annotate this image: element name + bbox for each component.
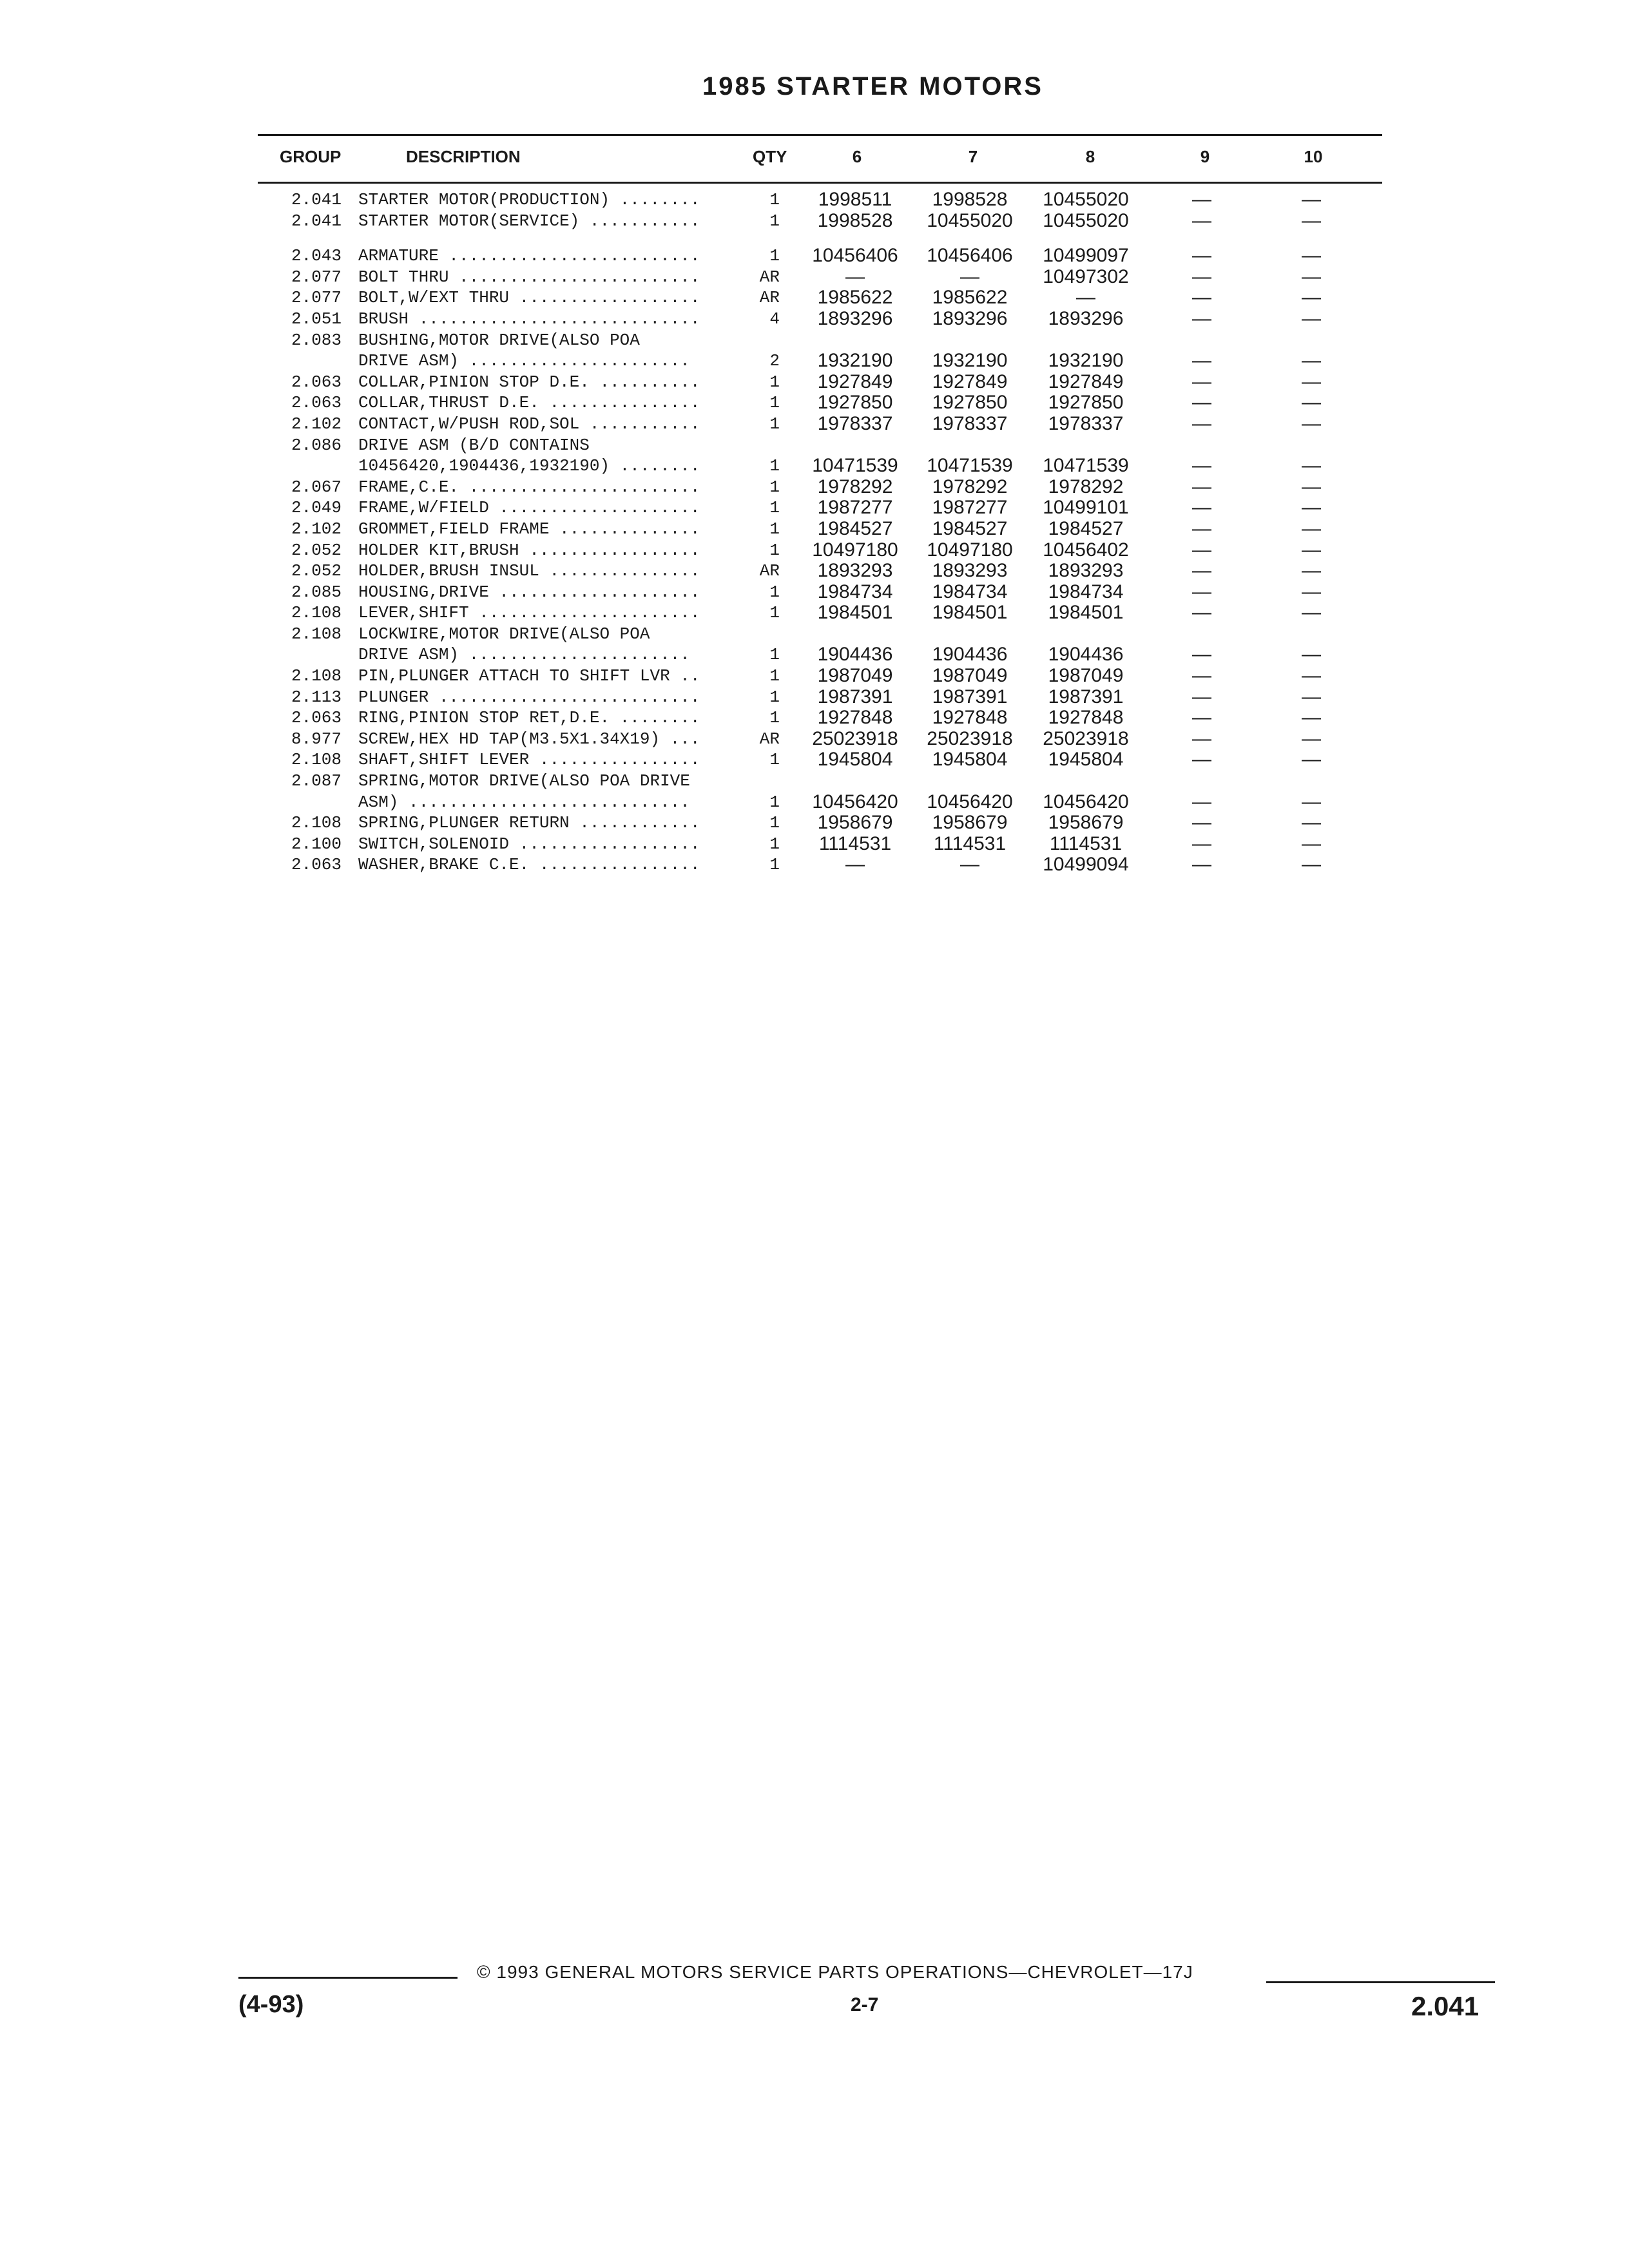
part-col-10-cell: —	[1302, 707, 1321, 729]
part-col-10-cell: —	[1302, 392, 1321, 414]
part-col-8-cell: 10497302	[1043, 265, 1129, 287]
description-cell: CONTACT,W/PUSH ROD,SOL ...........	[358, 414, 700, 434]
part-col-10-cell: —	[1302, 644, 1321, 666]
part-col-6-cell: 1987277	[817, 497, 893, 519]
part-col-6-cell: 1984527	[817, 517, 893, 539]
part-col-9-cell: —	[1192, 686, 1211, 707]
part-col-6-cell: 1985622	[817, 287, 893, 309]
part-col-6-cell: 1927850	[817, 392, 893, 414]
table-row	[0, 834, 1629, 855]
part-col-10-cell: —	[1302, 602, 1321, 624]
part-col-6-cell: 10471539	[812, 455, 898, 477]
parts-table	[0, 189, 1629, 876]
part-col-7-cell: 1978337	[932, 412, 1008, 434]
part-col-8-cell: 1984527	[1048, 517, 1124, 539]
part-col-7-cell: 1984734	[932, 581, 1008, 602]
footer-rule-right	[1266, 1981, 1495, 1983]
group-cell: 2.067	[291, 477, 342, 497]
part-col-7-cell: 1987277	[932, 497, 1008, 519]
part-col-7-cell: 1927849	[932, 370, 1008, 392]
qty-cell: 1	[769, 750, 780, 770]
description-cell: PLUNGER ..........................	[358, 687, 700, 707]
part-col-7-cell: 1927850	[932, 392, 1008, 414]
table-row	[0, 540, 1629, 561]
part-col-7-cell: 1978292	[932, 476, 1008, 497]
description-cell: DRIVE ASM) ......................	[358, 645, 690, 665]
part-col-6-cell: 1978292	[817, 476, 893, 497]
part-col-8-cell: 10499094	[1043, 854, 1129, 876]
part-col-7-cell: 1987049	[932, 665, 1008, 687]
header-col-9: 9	[1200, 147, 1210, 166]
qty-cell: 1	[769, 834, 780, 854]
description-cell: COLLAR,THRUST D.E. ...............	[358, 393, 700, 413]
description-cell: STARTER MOTOR(SERVICE) ...........	[358, 211, 700, 231]
part-col-7-cell: 1904436	[932, 644, 1008, 666]
part-col-10-cell: —	[1302, 497, 1321, 519]
part-col-10-cell: —	[1302, 581, 1321, 602]
description-cell: SPRING,MOTOR DRIVE(ALSO POA DRIVE	[358, 771, 690, 791]
part-col-9-cell: —	[1192, 812, 1211, 834]
group-cell: 2.108	[291, 666, 342, 686]
group-cell: 2.083	[291, 330, 342, 350]
table-row	[0, 351, 1629, 372]
header-rule	[258, 182, 1382, 184]
part-col-6-cell: 1927849	[817, 370, 893, 392]
table-row	[0, 435, 1629, 456]
group-cell: 2.100	[291, 834, 342, 854]
description-cell: RING,PINION STOP RET,D.E. ........	[358, 708, 700, 728]
part-col-6-cell: 1904436	[817, 644, 893, 666]
part-col-8-cell: 1114531	[1049, 832, 1123, 854]
part-col-10-cell: —	[1302, 370, 1321, 392]
description-cell: FRAME,W/FIELD ....................	[358, 498, 700, 518]
part-col-8-cell: 10456420	[1043, 791, 1129, 812]
group-cell: 2.052	[291, 540, 342, 560]
part-col-10-cell: —	[1302, 350, 1321, 372]
description-cell: ASM) ............................	[358, 792, 690, 812]
footer-copyright: © 1993 GENERAL MOTORS SERVICE PARTS OPERATIONS—CHEVROLET—17J	[477, 1962, 1193, 1982]
description-cell: COLLAR,PINION STOP D.E. ..........	[358, 372, 700, 392]
qty-cell: 1	[769, 414, 780, 434]
part-col-8-cell: 1927848	[1048, 707, 1124, 729]
qty-cell: 1	[769, 519, 780, 539]
part-col-7-cell: —	[960, 854, 979, 876]
qty-cell: 1	[769, 792, 780, 812]
part-col-8-cell: 10499097	[1043, 245, 1129, 267]
part-col-8-cell: 10471539	[1043, 455, 1129, 477]
qty-cell: 2	[769, 351, 780, 371]
part-col-9-cell: —	[1192, 370, 1211, 392]
table-row	[0, 602, 1629, 624]
part-col-8-cell: 1987049	[1048, 665, 1124, 687]
part-col-10-cell: —	[1302, 539, 1321, 561]
group-cell: 2.108	[291, 624, 342, 644]
part-col-7-cell: 1893293	[932, 560, 1008, 582]
part-col-6-cell: 1984734	[817, 581, 893, 602]
part-col-6-cell: 1927848	[817, 707, 893, 729]
part-col-8-cell: 25023918	[1043, 727, 1129, 749]
part-col-9-cell: —	[1192, 854, 1211, 876]
table-row	[0, 792, 1629, 813]
table-row	[0, 189, 1629, 211]
part-col-9-cell: —	[1192, 287, 1211, 309]
table-row	[0, 477, 1629, 498]
part-col-8-cell: 1984734	[1048, 581, 1124, 602]
group-cell: 2.063	[291, 393, 342, 413]
qty-cell: AR	[759, 729, 780, 749]
part-col-9-cell: —	[1192, 245, 1211, 267]
part-col-6-cell: 1978337	[817, 412, 893, 434]
part-col-6-cell: —	[845, 854, 865, 876]
group-cell: 2.051	[291, 309, 342, 329]
part-col-9-cell: —	[1192, 560, 1211, 582]
description-cell: 10456420,1904436,1932190) ........	[358, 456, 700, 476]
part-col-10-cell: —	[1302, 665, 1321, 687]
qty-cell: 1	[769, 603, 780, 623]
part-col-7-cell: 1932190	[932, 350, 1008, 372]
table-row	[0, 309, 1629, 330]
table-row	[0, 211, 1629, 232]
part-col-8-cell: 10456402	[1043, 539, 1129, 561]
part-col-7-cell: 1984527	[932, 517, 1008, 539]
description-cell: LEVER,SHIFT ......................	[358, 603, 700, 623]
part-col-8-cell: 10455020	[1043, 189, 1129, 210]
qty-cell: 1	[769, 211, 780, 231]
header-description: DESCRIPTION	[406, 147, 521, 166]
part-col-7-cell: 1893296	[932, 307, 1008, 329]
part-col-10-cell: —	[1302, 189, 1321, 210]
top-rule	[258, 134, 1382, 136]
part-col-9-cell: —	[1192, 189, 1211, 210]
part-col-10-cell: —	[1302, 686, 1321, 707]
table-row	[0, 707, 1629, 729]
qty-cell: AR	[759, 288, 780, 308]
group-cell: 2.063	[291, 372, 342, 392]
part-col-6-cell: 1945804	[817, 749, 893, 771]
table-row	[0, 666, 1629, 687]
group-cell: 8.977	[291, 729, 342, 749]
part-col-10-cell: —	[1302, 812, 1321, 834]
description-cell: STARTER MOTOR(PRODUCTION) ........	[358, 190, 700, 209]
qty-cell: 1	[769, 372, 780, 392]
part-col-6-cell: 1987049	[817, 665, 893, 687]
part-col-7-cell: —	[960, 265, 979, 287]
group-cell: 2.077	[291, 288, 342, 308]
group-cell: 2.108	[291, 750, 342, 770]
qty-cell: 1	[769, 855, 780, 875]
part-col-8-cell: 1987391	[1048, 686, 1124, 707]
part-col-6-cell: 10456420	[812, 791, 898, 812]
part-col-8-cell: 1978292	[1048, 476, 1124, 497]
group-cell: 2.102	[291, 414, 342, 434]
description-cell: SCREW,HEX HD TAP(M3.5X1.34X19) ...	[358, 729, 700, 749]
group-cell: 2.041	[291, 211, 342, 231]
table-row	[0, 687, 1629, 708]
part-col-9-cell: —	[1192, 602, 1211, 624]
description-cell: BOLT,W/EXT THRU ..................	[358, 288, 700, 308]
qty-cell: AR	[759, 267, 780, 287]
table-row	[0, 519, 1629, 540]
part-col-7-cell: 1114531	[933, 832, 1007, 854]
part-col-8-cell: 1893293	[1048, 560, 1124, 582]
part-col-6-cell: 10456406	[812, 245, 898, 267]
qty-cell: 1	[769, 582, 780, 602]
table-row	[0, 414, 1629, 435]
part-col-10-cell: —	[1302, 287, 1321, 309]
description-cell: WASHER,BRAKE C.E. ................	[358, 855, 700, 875]
part-col-10-cell: —	[1302, 476, 1321, 497]
group-cell: 2.113	[291, 687, 342, 707]
qty-cell: 1	[769, 687, 780, 707]
table-row	[0, 624, 1629, 645]
part-col-10-cell: —	[1302, 727, 1321, 749]
part-col-8-cell: 10455020	[1043, 209, 1129, 231]
part-col-7-cell: 1998528	[932, 189, 1008, 210]
description-cell: LOCKWIRE,MOTOR DRIVE(ALSO POA	[358, 624, 650, 644]
part-col-9-cell: —	[1192, 497, 1211, 519]
header-col-8: 8	[1085, 147, 1095, 166]
part-col-9-cell: —	[1192, 581, 1211, 602]
part-col-7-cell: 25023918	[927, 727, 1013, 749]
part-col-9-cell: —	[1192, 665, 1211, 687]
part-col-8-cell: 1927850	[1048, 392, 1124, 414]
part-col-6-cell: 25023918	[812, 727, 898, 749]
part-col-9-cell: —	[1192, 791, 1211, 812]
description-cell: GROMMET,FIELD FRAME ..............	[358, 519, 700, 539]
part-col-8-cell: 1932190	[1048, 350, 1124, 372]
qty-cell: 4	[769, 309, 780, 329]
part-col-9-cell: —	[1192, 707, 1211, 729]
table-row	[0, 456, 1629, 477]
group-cell: 2.063	[291, 855, 342, 875]
group-cell: 2.052	[291, 561, 342, 581]
part-col-9-cell: —	[1192, 644, 1211, 666]
table-row	[0, 644, 1629, 666]
part-col-7-cell: 10456406	[927, 245, 1013, 267]
part-col-9-cell: —	[1192, 265, 1211, 287]
part-col-6-cell: 1114531	[818, 832, 892, 854]
part-col-8-cell: —	[1076, 287, 1095, 309]
qty-cell: 1	[769, 666, 780, 686]
part-col-7-cell: 1985622	[932, 287, 1008, 309]
table-row	[0, 497, 1629, 519]
part-col-6-cell: 1958679	[817, 812, 893, 834]
part-col-6-cell: —	[845, 265, 865, 287]
part-col-6-cell: 1998511	[818, 189, 892, 210]
table-row	[0, 372, 1629, 393]
table-row	[0, 854, 1629, 876]
description-cell: SWITCH,SOLENOID ..................	[358, 834, 700, 854]
part-col-6-cell: 10497180	[812, 539, 898, 561]
part-col-8-cell: 1893296	[1048, 307, 1124, 329]
header-col-6: 6	[852, 147, 862, 166]
group-cell: 2.041	[291, 190, 342, 209]
table-row	[0, 771, 1629, 792]
qty-cell: 1	[769, 456, 780, 476]
part-col-7-cell: 1987391	[932, 686, 1008, 707]
part-col-10-cell: —	[1302, 791, 1321, 812]
part-col-10-cell: —	[1302, 412, 1321, 434]
part-col-9-cell: —	[1192, 307, 1211, 329]
part-col-9-cell: —	[1192, 517, 1211, 539]
description-cell: FRAME,C.E. .......................	[358, 477, 700, 497]
qty-cell: AR	[759, 561, 780, 581]
qty-cell: 1	[769, 540, 780, 560]
description-cell: SHAFT,SHIFT LEVER ................	[358, 750, 700, 770]
description-cell: DRIVE ASM (B/D CONTAINS	[358, 435, 590, 455]
part-col-6-cell: 1984501	[817, 602, 893, 624]
description-cell: HOLDER,BRUSH INSUL ...............	[358, 561, 700, 581]
description-cell: HOLDER KIT,BRUSH .................	[358, 540, 700, 560]
description-cell: BUSHING,MOTOR DRIVE(ALSO POA	[358, 330, 640, 350]
table-row	[0, 561, 1629, 582]
part-col-8-cell: 1958679	[1048, 812, 1124, 834]
footer-rule-left	[238, 1977, 458, 1979]
description-cell: HOUSING,DRIVE ....................	[358, 582, 700, 602]
footer-section-number: 2.041	[1411, 1991, 1480, 2021]
table-row	[0, 729, 1629, 750]
part-col-7-cell: 10456420	[927, 791, 1013, 812]
part-col-10-cell: —	[1302, 832, 1321, 854]
table-row	[0, 749, 1629, 771]
table-row	[0, 287, 1629, 309]
part-col-6-cell: 1893293	[817, 560, 893, 582]
table-row	[0, 245, 1629, 267]
part-col-10-cell: —	[1302, 517, 1321, 539]
description-cell: DRIVE ASM) ......................	[358, 351, 690, 371]
group-cell: 2.108	[291, 603, 342, 623]
part-col-7-cell: 10497180	[927, 539, 1013, 561]
qty-cell: 1	[769, 813, 780, 833]
qty-cell: 1	[769, 645, 780, 665]
description-cell: BRUSH ............................	[358, 309, 700, 329]
part-col-10-cell: —	[1302, 749, 1321, 771]
group-cell: 2.086	[291, 435, 342, 455]
part-col-8-cell: 1945804	[1048, 749, 1124, 771]
group-cell: 2.063	[291, 708, 342, 728]
part-col-8-cell: 1927849	[1048, 370, 1124, 392]
header-col-10: 10	[1304, 147, 1323, 166]
table-row	[0, 392, 1629, 414]
part-col-7-cell: 1958679	[932, 812, 1008, 834]
group-cell: 2.102	[291, 519, 342, 539]
header-col-7: 7	[968, 147, 978, 166]
part-col-7-cell: 1945804	[932, 749, 1008, 771]
part-col-10-cell: —	[1302, 245, 1321, 267]
part-col-7-cell: 10471539	[927, 455, 1013, 477]
part-col-9-cell: —	[1192, 749, 1211, 771]
group-cell: 2.043	[291, 246, 342, 266]
part-col-9-cell: —	[1192, 539, 1211, 561]
part-col-9-cell: —	[1192, 476, 1211, 497]
description-cell: ARMATURE .........................	[358, 246, 700, 266]
footer-page-number: 2-7	[851, 1994, 879, 2015]
qty-cell: 1	[769, 708, 780, 728]
group-cell: 2.077	[291, 267, 342, 287]
part-col-8-cell: 1904436	[1048, 644, 1124, 666]
qty-cell: 1	[769, 190, 780, 209]
header-qty: QTY	[753, 147, 787, 166]
header-group: GROUP	[280, 147, 342, 166]
part-col-7-cell: 10455020	[927, 209, 1013, 231]
part-col-6-cell: 1998528	[817, 209, 893, 231]
part-col-10-cell: —	[1302, 307, 1321, 329]
part-col-10-cell: —	[1302, 854, 1321, 876]
part-col-10-cell: —	[1302, 265, 1321, 287]
part-col-9-cell: —	[1192, 392, 1211, 414]
part-col-10-cell: —	[1302, 455, 1321, 477]
part-col-9-cell: —	[1192, 455, 1211, 477]
qty-cell: 1	[769, 498, 780, 518]
part-col-8-cell: 10499101	[1043, 497, 1129, 519]
table-row	[0, 582, 1629, 603]
table-row	[0, 812, 1629, 834]
part-col-9-cell: —	[1192, 350, 1211, 372]
part-col-8-cell: 1984501	[1048, 602, 1124, 624]
page-title: 1985 STARTER MOTORS	[702, 72, 1043, 101]
part-col-6-cell: 1987391	[817, 686, 893, 707]
part-col-10-cell: —	[1302, 560, 1321, 582]
table-row	[0, 267, 1629, 288]
description-cell: BOLT THRU ........................	[358, 267, 700, 287]
part-col-10-cell: —	[1302, 209, 1321, 231]
table-row	[0, 330, 1629, 351]
part-col-6-cell: 1932190	[817, 350, 893, 372]
part-col-9-cell: —	[1192, 412, 1211, 434]
footer-date: (4-93)	[238, 1991, 304, 2018]
description-cell: SPRING,PLUNGER RETURN ............	[358, 813, 700, 833]
qty-cell: 1	[769, 246, 780, 266]
group-cell: 2.108	[291, 813, 342, 833]
part-col-9-cell: —	[1192, 209, 1211, 231]
part-col-9-cell: —	[1192, 727, 1211, 749]
description-cell: PIN,PLUNGER ATTACH TO SHIFT LVR ..	[358, 666, 700, 686]
group-cell: 2.049	[291, 498, 342, 518]
group-cell: 2.087	[291, 771, 342, 791]
qty-cell: 1	[769, 477, 780, 497]
part-col-9-cell: —	[1192, 832, 1211, 854]
qty-cell: 1	[769, 393, 780, 413]
part-col-8-cell: 1978337	[1048, 412, 1124, 434]
group-cell: 2.085	[291, 582, 342, 602]
part-col-7-cell: 1984501	[932, 602, 1008, 624]
part-col-7-cell: 1927848	[932, 707, 1008, 729]
part-col-6-cell: 1893296	[817, 307, 893, 329]
